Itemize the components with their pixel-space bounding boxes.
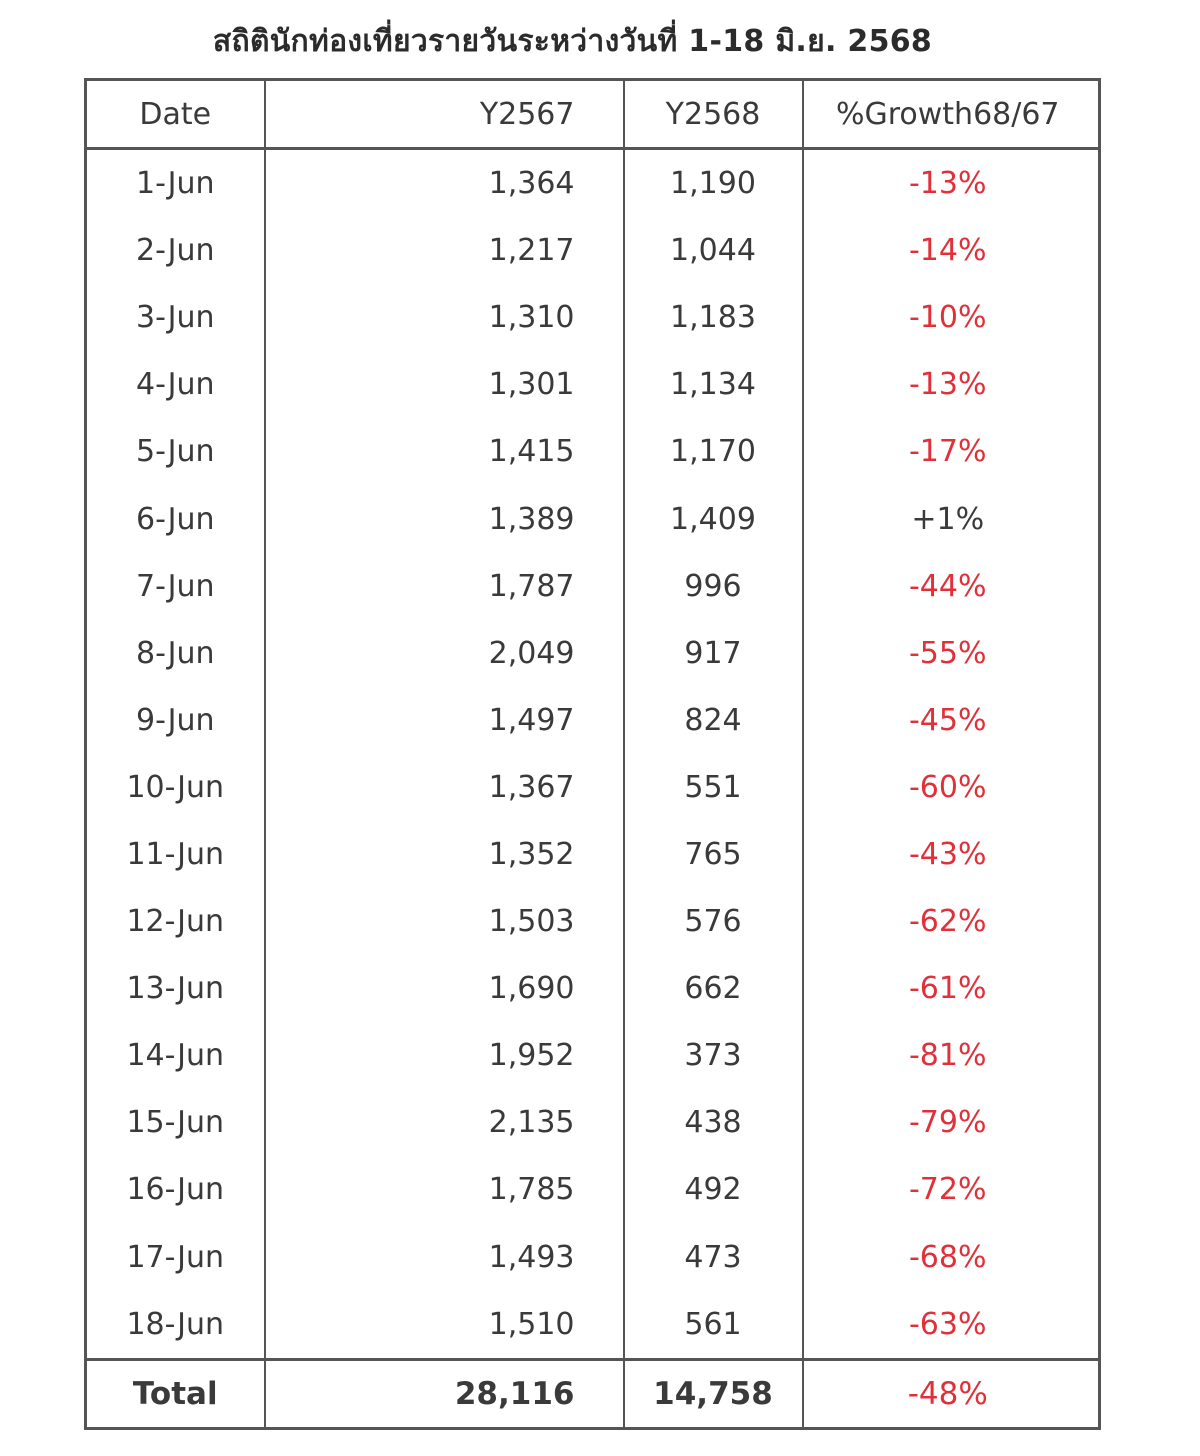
cell-y2568: 1,044	[624, 217, 803, 284]
cell-y2567: 1,301	[265, 351, 624, 418]
cell-growth: -63%	[803, 1291, 1100, 1360]
table-row	[86, 1224, 1100, 1291]
table-row	[86, 687, 1100, 754]
cell-date: 6-Jun	[86, 485, 265, 552]
cell-y2568: 1,134	[624, 351, 803, 418]
cell-y2567: 1,310	[265, 284, 624, 351]
cell-y2567: 1,352	[265, 821, 624, 888]
table-row	[86, 149, 1100, 218]
cell-y2568: 473	[624, 1224, 803, 1291]
cell-y2567: 1,785	[265, 1156, 624, 1223]
table-row	[86, 1291, 1100, 1360]
cell-growth: -55%	[803, 620, 1100, 687]
table-row	[86, 1022, 1100, 1089]
cell-growth: -43%	[803, 821, 1100, 888]
cell-date: 7-Jun	[86, 553, 265, 620]
cell-growth: -60%	[803, 754, 1100, 821]
cell-y2568: 492	[624, 1156, 803, 1223]
cell-date: 16-Jun	[86, 1156, 265, 1223]
cell-growth: -81%	[803, 1022, 1100, 1089]
cell-y2567: 1,493	[265, 1224, 624, 1291]
table-row	[86, 1089, 1100, 1156]
header-growth: %Growth68/67	[803, 80, 1100, 149]
table-row	[86, 754, 1100, 821]
header-date: Date	[86, 80, 265, 149]
cell-y2568: 1,409	[624, 485, 803, 552]
cell-date: 18-Jun	[86, 1291, 265, 1360]
cell-date: 1-Jun	[86, 149, 265, 218]
total-label: Total	[86, 1359, 265, 1428]
table-footer	[86, 1359, 1100, 1428]
total-y2567: 28,116	[265, 1359, 624, 1428]
cell-growth: -17%	[803, 418, 1100, 485]
cell-y2568: 824	[624, 687, 803, 754]
cell-growth: -13%	[803, 149, 1100, 218]
cell-date: 2-Jun	[86, 217, 265, 284]
cell-y2568: 576	[624, 888, 803, 955]
cell-y2567: 1,787	[265, 553, 624, 620]
cell-growth: -45%	[803, 687, 1100, 754]
table-row	[86, 485, 1100, 552]
cell-date: 4-Jun	[86, 351, 265, 418]
cell-y2568: 1,183	[624, 284, 803, 351]
cell-y2567: 2,049	[265, 620, 624, 687]
cell-y2567: 1,389	[265, 485, 624, 552]
cell-date: 15-Jun	[86, 1089, 265, 1156]
header-y2567: Y2567	[265, 80, 624, 149]
cell-y2567: 1,217	[265, 217, 624, 284]
total-y2568: 14,758	[624, 1359, 803, 1428]
cell-y2567: 1,503	[265, 888, 624, 955]
cell-growth: -44%	[803, 553, 1100, 620]
cell-y2567: 1,497	[265, 687, 624, 754]
cell-y2567: 1,415	[265, 418, 624, 485]
cell-growth: -13%	[803, 351, 1100, 418]
cell-y2567: 2,135	[265, 1089, 624, 1156]
cell-growth: -62%	[803, 888, 1100, 955]
cell-y2567: 1,364	[265, 149, 624, 218]
tourist-stats-table	[84, 78, 1101, 1430]
table-row	[86, 217, 1100, 284]
table-row	[86, 1156, 1100, 1223]
cell-growth: -14%	[803, 217, 1100, 284]
cell-date: 12-Jun	[86, 888, 265, 955]
cell-y2568: 373	[624, 1022, 803, 1089]
cell-y2568: 438	[624, 1089, 803, 1156]
cell-growth: -68%	[803, 1224, 1100, 1291]
total-row	[86, 1359, 1100, 1428]
cell-date: 10-Jun	[86, 754, 265, 821]
cell-date: 17-Jun	[86, 1224, 265, 1291]
cell-date: 14-Jun	[86, 1022, 265, 1089]
cell-y2568: 765	[624, 821, 803, 888]
cell-y2567: 1,952	[265, 1022, 624, 1089]
table-row	[86, 351, 1100, 418]
cell-date: 8-Jun	[86, 620, 265, 687]
table-row	[86, 418, 1100, 485]
table-row	[86, 284, 1100, 351]
cell-y2567: 1,510	[265, 1291, 624, 1360]
cell-growth: -61%	[803, 955, 1100, 1022]
cell-growth: -72%	[803, 1156, 1100, 1223]
cell-growth: -10%	[803, 284, 1100, 351]
cell-y2568: 662	[624, 955, 803, 1022]
cell-date: 11-Jun	[86, 821, 265, 888]
table-row	[86, 620, 1100, 687]
table-row	[86, 888, 1100, 955]
table-row	[86, 821, 1100, 888]
cell-y2568: 996	[624, 553, 803, 620]
table-body	[86, 149, 1100, 1360]
cell-y2567: 1,367	[265, 754, 624, 821]
cell-y2568: 1,190	[624, 149, 803, 218]
page-title: สถิตินักท่องเที่ยวรายวันระหว่างวันที่ 1-18 มิ.ย. 2568	[212, 24, 933, 59]
cell-y2567: 1,690	[265, 955, 624, 1022]
cell-y2568: 917	[624, 620, 803, 687]
table-row	[86, 553, 1100, 620]
cell-y2568: 551	[624, 754, 803, 821]
cell-y2568: 1,170	[624, 418, 803, 485]
cell-growth: +1%	[803, 485, 1100, 552]
cell-date: 3-Jun	[86, 284, 265, 351]
cell-date: 5-Jun	[86, 418, 265, 485]
cell-date: 9-Jun	[86, 687, 265, 754]
cell-date: 13-Jun	[86, 955, 265, 1022]
cell-y2568: 561	[624, 1291, 803, 1360]
total-growth: -48%	[803, 1359, 1100, 1428]
header-row	[86, 80, 1100, 149]
table-row	[86, 955, 1100, 1022]
table-header	[86, 80, 1100, 149]
header-y2568: Y2568	[624, 80, 803, 149]
cell-growth: -79%	[803, 1089, 1100, 1156]
